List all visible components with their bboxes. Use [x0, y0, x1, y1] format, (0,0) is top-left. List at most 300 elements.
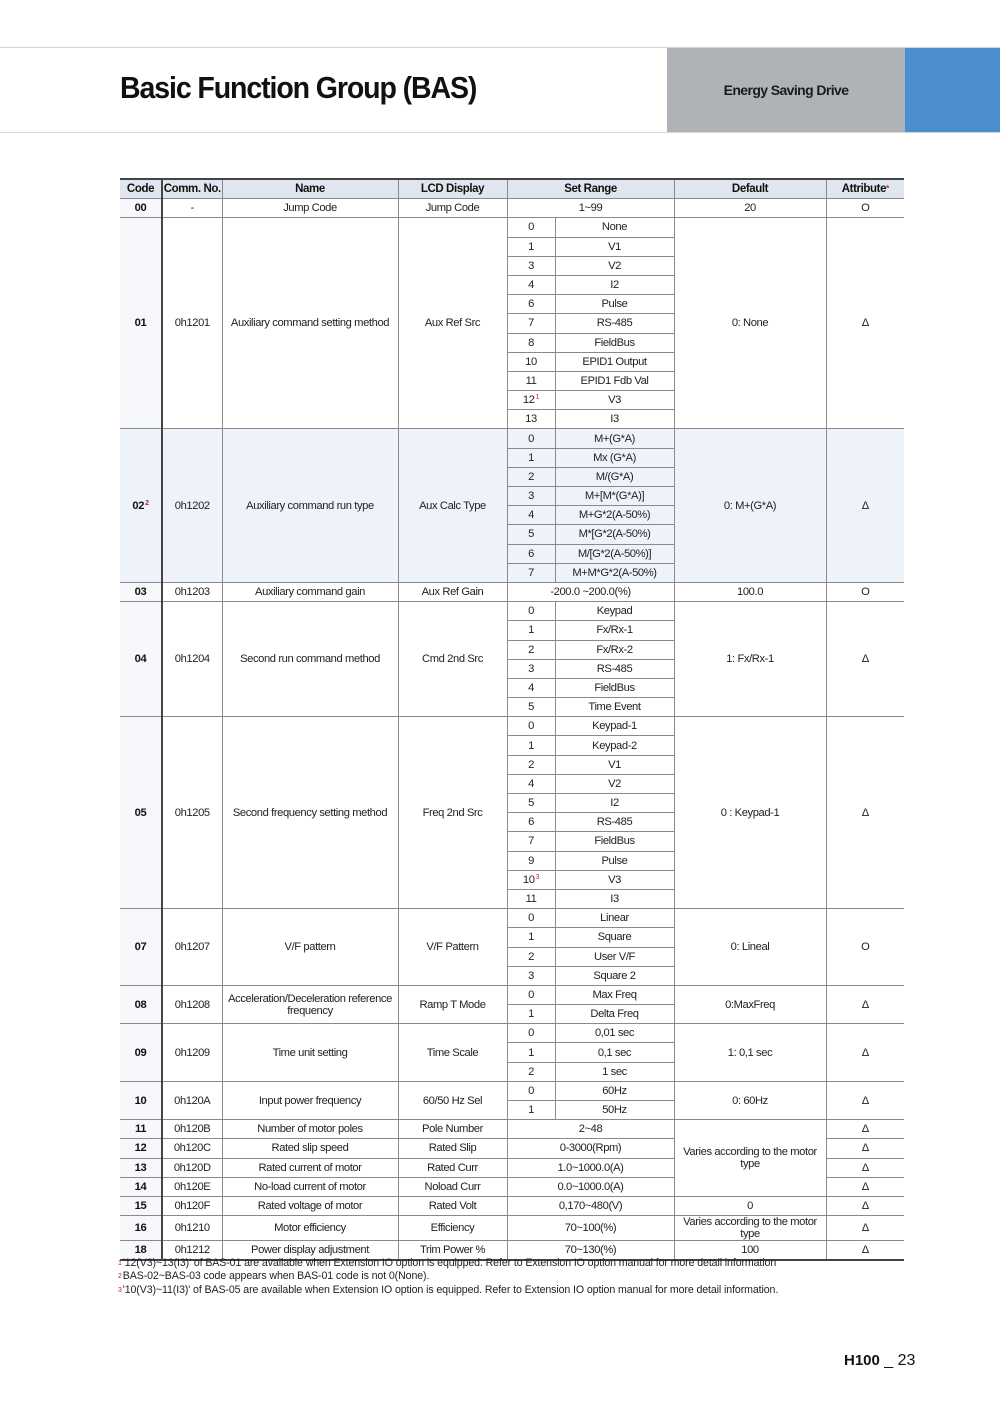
table-row [120, 909, 904, 928]
code-cell: 03 [120, 582, 162, 601]
table-row [120, 218, 904, 237]
set-range-cell: 1~99 [507, 199, 674, 218]
attribute-cell: Δ [826, 1241, 904, 1261]
option-value-cell [507, 794, 555, 813]
comm-no-cell: 0h1203 [162, 582, 222, 601]
option-value: 1 [528, 1008, 534, 1021]
option-value-cell [507, 506, 555, 525]
comm-no-cell: 0h1210 [162, 1216, 222, 1241]
option-value: 1 [528, 931, 534, 944]
table-row [120, 1081, 904, 1100]
option-value-cell [507, 947, 555, 966]
attribute-cell: Δ [826, 985, 904, 1023]
name-cell: Second run command method [222, 602, 398, 717]
name-cell: Auxiliary command setting method [222, 218, 398, 429]
option-label-cell: Time Event [555, 698, 674, 717]
footer-product: H100 [844, 1352, 880, 1369]
option-value: 2 [528, 758, 534, 771]
option-value: 1 [528, 1104, 534, 1117]
option-value: 7 [528, 835, 534, 848]
code-cell: 16 [120, 1216, 162, 1241]
code-value: 07 [134, 941, 147, 953]
section-label: Energy Saving Drive [723, 82, 849, 98]
name-cell: Time unit setting [222, 1024, 398, 1082]
option-label-cell: EPID1 Output [555, 352, 674, 371]
lcd-display-cell: Trim Power % [398, 1241, 507, 1261]
option-label-cell: Fx/Rx-2 [555, 640, 674, 659]
code-cell [120, 218, 162, 429]
option-value: 2 [528, 1065, 534, 1078]
option-label-cell: 1 sec [555, 1062, 674, 1081]
option-value-cell [507, 870, 555, 889]
code-value: 08 [134, 998, 147, 1011]
option-value-cell [507, 621, 555, 640]
footnotes [118, 1257, 778, 1297]
comm-no-cell: 0h1205 [162, 717, 222, 909]
section-tab [667, 48, 905, 132]
default-cell: 100.0 [674, 582, 826, 601]
comm-no-cell: 0h120D [162, 1158, 222, 1177]
set-range-cell: 1.0~1000.0(A) [507, 1158, 674, 1177]
name-cell: Rated current of motor [222, 1158, 398, 1177]
table-row [120, 1024, 904, 1043]
header-bottom-rule [0, 132, 1000, 133]
attribute-cell: Δ [826, 1139, 904, 1158]
default-cell: 100 [674, 1241, 826, 1261]
option-value: 1 [528, 739, 534, 752]
default-cell: 0 : Keypad-1 [674, 717, 826, 909]
option-value: 0 [528, 432, 534, 445]
table-row [120, 1216, 904, 1241]
option-value: 10 [525, 355, 537, 368]
option-value-cell [507, 851, 555, 870]
code-cell [120, 985, 162, 1023]
option-label-cell: Mx (G*A) [555, 448, 674, 467]
comm-no-cell: 0h120B [162, 1120, 222, 1139]
option-value-cell [507, 889, 555, 908]
attribute-cell: Δ [826, 218, 904, 429]
name-cell: Power display adjustment [222, 1241, 398, 1261]
option-value-cell [507, 717, 555, 736]
code-cell: 13 [120, 1158, 162, 1177]
option-value: 5 [528, 701, 534, 714]
option-value-cell [507, 1005, 555, 1024]
default-cell: 0: M+(G*A) [674, 429, 826, 583]
option-label-cell: Pulse [555, 851, 674, 870]
option-value: 4 [528, 279, 534, 292]
footnote-1 [118, 1257, 778, 1270]
lcd-display-cell: Pole Number [398, 1120, 507, 1139]
name-cell: Acceleration/Deceleration reference frequency [222, 985, 398, 1023]
option-value: 13 [525, 413, 537, 426]
comm-no-cell: - [162, 199, 222, 218]
code-value: 05 [134, 806, 147, 819]
code-cell: 15 [120, 1196, 162, 1215]
code-value: 09 [134, 1046, 147, 1059]
option-value: 2 [528, 470, 534, 483]
option-value: 4 [528, 681, 534, 694]
attribute-cell: Δ [826, 717, 904, 909]
name-cell: Auxiliary command gain [222, 582, 398, 601]
default-cell: 0: Lineal [674, 909, 826, 986]
option-value-cell [507, 487, 555, 506]
option-value-cell [507, 391, 555, 410]
col-header-set-range: Set Range [507, 179, 674, 199]
lcd-display-cell: Cmd 2nd Src [398, 602, 507, 717]
option-label-cell: M*[G*2(A-50%) [555, 525, 674, 544]
option-value-cell [507, 1101, 555, 1120]
option-value: 3 [528, 969, 534, 982]
name-cell: Rated voltage of motor [222, 1196, 398, 1215]
table-row [120, 985, 904, 1004]
comm-no-cell: 0h120A [162, 1081, 222, 1119]
option-value: 6 [528, 816, 534, 829]
table-header-row [120, 179, 904, 199]
table-row [120, 717, 904, 736]
col-header-default: Default [674, 179, 826, 199]
attribute-cell: Δ [826, 1158, 904, 1177]
option-value-cell [507, 256, 555, 275]
name-cell: No-load current of motor [222, 1177, 398, 1196]
option-value-cell [507, 295, 555, 314]
option-value-cell [507, 448, 555, 467]
accent-block [905, 48, 1000, 132]
set-range-cell: 0,170~480(V) [507, 1196, 674, 1215]
option-value: 0 [528, 720, 534, 733]
comm-no-cell: 0h120C [162, 1139, 222, 1158]
comm-no-cell: 0h1209 [162, 1024, 222, 1082]
lcd-display-cell: Freq 2nd Src [398, 717, 507, 909]
option-label-cell: I3 [555, 889, 674, 908]
option-value: 4 [528, 777, 534, 790]
option-label-cell: V2 [555, 256, 674, 275]
footnote-number: 2 [118, 1273, 122, 1281]
set-range-cell: 0-3000(Rpm) [507, 1139, 674, 1158]
option-value-cell [507, 1043, 555, 1062]
option-value-cell [507, 352, 555, 371]
option-value: 2 [528, 643, 534, 656]
page-title: Basic Function Group (BAS) [120, 70, 477, 105]
option-value: 0 [528, 988, 534, 1001]
col-header-name: Name [222, 179, 398, 199]
option-label-cell: Max Freq [555, 985, 674, 1004]
option-value: 5 [528, 797, 534, 810]
option-value-cell [507, 429, 555, 448]
attribute-cell: Δ [826, 602, 904, 717]
option-value: 0 [528, 605, 534, 618]
set-range-cell: 70~130(%) [507, 1241, 674, 1261]
col-header-attribute [826, 179, 904, 199]
col-header-comm-no: Comm. No. [162, 179, 222, 199]
option-label-cell: M/(G*A) [555, 467, 674, 486]
footnote-3 [118, 1284, 778, 1297]
option-label-cell: 50Hz [555, 1101, 674, 1120]
option-value-cell [507, 544, 555, 563]
attribute-footnote-marker: * [886, 184, 889, 194]
code-cell [120, 602, 162, 717]
set-range-cell: 0.0~1000.0(A) [507, 1177, 674, 1196]
option-value-cell [507, 1062, 555, 1081]
default-cell: Varies according to the motor type [674, 1120, 826, 1197]
attribute-cell: Δ [826, 1216, 904, 1241]
option-value-cell [507, 659, 555, 678]
option-value: 11 [525, 374, 537, 387]
option-value-cell [507, 525, 555, 544]
option-value: 0 [528, 221, 534, 234]
lcd-display-cell: Ramp T Mode [398, 985, 507, 1023]
lcd-display-cell: Aux Ref Src [398, 218, 507, 429]
option-value: 9 [528, 854, 534, 867]
lcd-display-cell: Aux Calc Type [398, 429, 507, 583]
option-value-cell [507, 333, 555, 352]
option-label-cell: RS-485 [555, 659, 674, 678]
default-cell: 0: 60Hz [674, 1081, 826, 1119]
name-cell: Second frequency setting method [222, 717, 398, 909]
option-label-cell: I2 [555, 794, 674, 813]
footnote-ref: 2 [145, 499, 149, 507]
default-cell: 0: None [674, 218, 826, 429]
lcd-display-cell: Aux Ref Gain [398, 582, 507, 601]
option-label-cell: M+[M*(G*A)] [555, 487, 674, 506]
code-cell: 18 [120, 1241, 162, 1261]
option-label-cell: M+(G*A) [555, 429, 674, 448]
option-label-cell: V1 [555, 237, 674, 256]
option-value: 8 [528, 336, 534, 349]
option-label-cell: V1 [555, 755, 674, 774]
option-value: 4 [528, 509, 534, 522]
name-cell: V/F pattern [222, 909, 398, 986]
option-value: 1 [528, 451, 534, 464]
option-value-cell [507, 275, 555, 294]
page-number: 23 [897, 1352, 916, 1369]
footnote-text: '10(V3)~11(I3)' of BAS-05 are available when Extension IO option is equipped. Refer to Extension IO option manual for more detail information. [122, 1283, 779, 1296]
option-value-cell [507, 774, 555, 793]
option-label-cell: Square [555, 928, 674, 947]
option-label-cell: M+G*2(A-50%) [555, 506, 674, 525]
set-range-cell: 70~100(%) [507, 1216, 674, 1241]
option-value: 1 [528, 624, 534, 637]
set-range-cell: 2~48 [507, 1120, 674, 1139]
default-cell: 1: 0,1 sec [674, 1024, 826, 1082]
name-cell: Jump Code [222, 199, 398, 218]
code-cell [120, 717, 162, 909]
table-row [120, 1196, 904, 1215]
option-value: 0 [528, 1084, 534, 1097]
option-value: 0 [528, 1027, 534, 1040]
comm-no-cell: 0h120E [162, 1177, 222, 1196]
option-value-cell [507, 755, 555, 774]
lcd-display-cell: Jump Code [398, 199, 507, 218]
code-cell: 11 [120, 1120, 162, 1139]
option-value: 0 [528, 912, 534, 925]
lcd-display-cell: V/F Pattern [398, 909, 507, 986]
default-cell: 0:MaxFreq [674, 985, 826, 1023]
option-label-cell: Fx/Rx-1 [555, 621, 674, 640]
lcd-display-cell: 60/50 Hz Sel [398, 1081, 507, 1119]
option-label-cell: RS-485 [555, 314, 674, 333]
option-value: 6 [528, 547, 534, 560]
option-label-cell: EPID1 Fdb Val [555, 371, 674, 390]
option-label-cell: Keypad-1 [555, 717, 674, 736]
footnote-number: 1 [118, 1260, 122, 1267]
option-value-cell [507, 237, 555, 256]
footer-separator: _ [879, 1352, 898, 1369]
option-value: 2 [528, 950, 534, 963]
option-label-cell: None [555, 218, 674, 237]
code-value: 10 [134, 1094, 147, 1107]
option-label-cell: V2 [555, 774, 674, 793]
set-range-cell: -200.0 ~200.0(%) [507, 582, 674, 601]
option-value-cell [507, 1024, 555, 1043]
option-value-cell [507, 218, 555, 237]
option-value-cell [507, 985, 555, 1004]
option-value: 1 [528, 240, 534, 253]
option-value: 3 [528, 662, 534, 675]
option-value-cell [507, 410, 555, 429]
parameter-table [120, 178, 904, 1261]
table-row [120, 1120, 904, 1139]
code-cell: 00 [120, 199, 162, 218]
comm-no-cell: 0h1207 [162, 909, 222, 986]
option-label-cell: User V/F [555, 947, 674, 966]
footnote-ref: 3 [535, 873, 540, 881]
default-cell: 0 [674, 1196, 826, 1215]
option-value-cell [507, 314, 555, 333]
attribute-cell: Δ [826, 1177, 904, 1196]
option-value: 10 [522, 873, 535, 886]
name-cell: Rated slip speed [222, 1139, 398, 1158]
option-value-cell [507, 698, 555, 717]
option-value-cell [507, 640, 555, 659]
code-cell [120, 429, 162, 583]
option-label-cell: FieldBus [555, 678, 674, 697]
col-header-attribute-label: Attribute [841, 183, 887, 196]
comm-no-cell: 0h1212 [162, 1241, 222, 1261]
lcd-display-cell: Rated Curr [398, 1158, 507, 1177]
attribute-cell: Δ [826, 1081, 904, 1119]
option-value: 1 [528, 1046, 534, 1059]
option-label-cell: Delta Freq [555, 1005, 674, 1024]
attribute-cell: Δ [826, 1024, 904, 1082]
table-row [120, 199, 904, 218]
option-value-cell [507, 602, 555, 621]
option-label-cell: 0,1 sec [555, 1043, 674, 1062]
option-value: 3 [528, 259, 534, 272]
default-cell: 1: Fx/Rx-1 [674, 602, 826, 717]
option-value: 3 [528, 490, 534, 503]
code-cell: 12 [120, 1139, 162, 1158]
option-label-cell: 60Hz [555, 1081, 674, 1100]
lcd-display-cell: Efficiency [398, 1216, 507, 1241]
table-row [120, 602, 904, 621]
option-label-cell: V3 [555, 870, 674, 889]
option-label-cell: Square 2 [555, 966, 674, 985]
table-row [120, 429, 904, 448]
default-cell: 20 [674, 199, 826, 218]
code-value: 01 [134, 317, 147, 330]
option-label-cell: M/[G*2(A-50%)] [555, 544, 674, 563]
footnote-ref: 1 [535, 394, 540, 402]
option-value-cell [507, 909, 555, 928]
lcd-display-cell: Time Scale [398, 1024, 507, 1082]
option-value-cell [507, 966, 555, 985]
option-label-cell: 0,01 sec [555, 1024, 674, 1043]
lcd-display-cell: Rated Slip [398, 1139, 507, 1158]
option-label-cell: Linear [555, 909, 674, 928]
option-label-cell: FieldBus [555, 333, 674, 352]
col-header-code: Code [120, 179, 162, 199]
option-value: 7 [528, 317, 534, 330]
footnote-text: '12(V3)~13(I3)' of BAS-01 are available when Extension IO option is equipped. Refer to Extension IO option manual for more detail information [122, 1257, 777, 1269]
option-label-cell: Keypad [555, 602, 674, 621]
option-value-cell [507, 813, 555, 832]
option-value-cell [507, 678, 555, 697]
comm-no-cell: 0h1208 [162, 985, 222, 1023]
option-label-cell: RS-485 [555, 813, 674, 832]
code-cell [120, 909, 162, 986]
attribute-cell: Δ [826, 1196, 904, 1215]
comm-no-cell: 0h1201 [162, 218, 222, 429]
option-label-cell: I3 [555, 410, 674, 429]
code-cell: 14 [120, 1177, 162, 1196]
comm-no-cell: 0h1202 [162, 429, 222, 583]
default-cell: Varies according to the motor type [674, 1216, 826, 1241]
footnote-2 [118, 1270, 778, 1283]
code-value: 04 [134, 653, 147, 666]
option-value-cell [507, 736, 555, 755]
lcd-display-cell: Noload Curr [398, 1177, 507, 1196]
name-cell: Motor efficiency [222, 1216, 398, 1241]
option-value-cell [507, 563, 555, 582]
option-value-cell [507, 832, 555, 851]
comm-no-cell: 0h120F [162, 1196, 222, 1215]
attribute-cell: O [826, 582, 904, 601]
option-label-cell: Pulse [555, 295, 674, 314]
footnote-number: 3 [118, 1286, 122, 1294]
col-header-lcd-display: LCD Display [398, 179, 507, 199]
option-value: 7 [528, 566, 534, 579]
attribute-cell: Δ [826, 1120, 904, 1139]
option-label-cell: FieldBus [555, 832, 674, 851]
option-value-cell [507, 1081, 555, 1100]
name-cell: Input power frequency [222, 1081, 398, 1119]
option-value: 5 [528, 528, 534, 541]
page-footer [844, 1352, 915, 1370]
table-row [120, 582, 904, 601]
option-label-cell: Keypad-2 [555, 736, 674, 755]
option-value-cell [507, 467, 555, 486]
option-label-cell: I2 [555, 275, 674, 294]
lcd-display-cell: Rated Volt [398, 1196, 507, 1215]
code-cell [120, 1024, 162, 1082]
name-cell: Auxiliary command run type [222, 429, 398, 583]
option-value-cell [507, 371, 555, 390]
option-value-cell [507, 928, 555, 947]
table-body [120, 199, 904, 1261]
name-cell: Number of motor poles [222, 1120, 398, 1139]
footnote-text: BAS-02~BAS-03 code appears when BAS-01 code is not 0(None). [122, 1270, 430, 1283]
option-value: 6 [528, 298, 534, 311]
option-value: 11 [525, 893, 537, 906]
code-value: 02 [132, 499, 145, 512]
attribute-cell: O [826, 909, 904, 986]
code-cell [120, 1081, 162, 1119]
attribute-cell: O [826, 199, 904, 218]
option-label-cell: V3 [555, 391, 674, 410]
comm-no-cell: 0h1204 [162, 602, 222, 717]
option-value: 12 [522, 394, 535, 407]
option-label-cell: M+M*G*2(A-50%) [555, 563, 674, 582]
